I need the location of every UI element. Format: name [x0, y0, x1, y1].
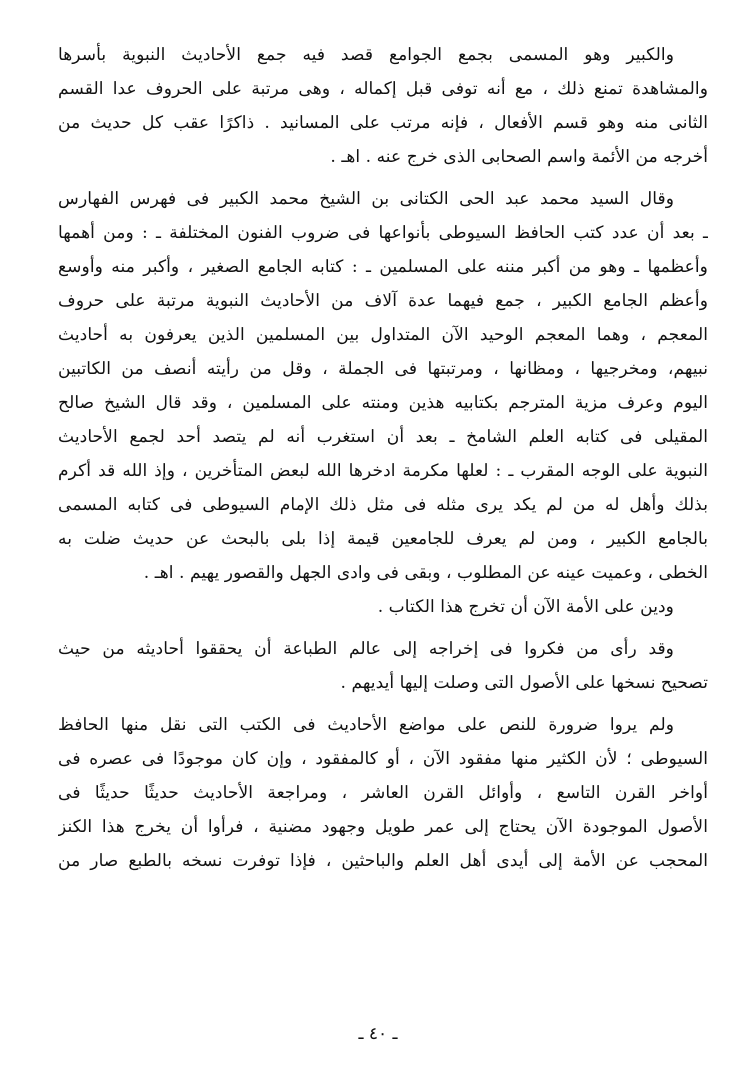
- text-line: بالجامع الكبير ، ومن لم يعرف للجامعين قيمة إذا بلى بالبحث عن حديث ضلت به: [58, 529, 708, 549]
- text-line: والمشاهدة تمنع ذلك ، مع أنه توفى قبل إكماله ، وهى مرتبة على الحروف عدا القسم: [58, 79, 708, 99]
- paragraph-5: [58, 708, 708, 878]
- text-line: السيوطى ؛ لأن الكثير منها مفقود الآن ، أو كالمفقود ، وإن كان موجودًا فى عصره فى: [58, 749, 708, 769]
- text-line: وقد رأى من فكروا فى إخراجه إلى عالم الطباعة أن يحققوا أحاديثه من حيث: [58, 639, 674, 659]
- text-line: الثانى منه وهو قسم الأفعال ، فإنه مرتب على المسانيد . ذاكرًا عقب كل حديث من: [58, 113, 708, 133]
- text-line: ولم يروا ضرورة للنص على مواضع الأحاديث فى الكتب التى نقل منها الحافظ: [58, 715, 674, 735]
- text-line: وقال السيد محمد عبد الحى الكتانى بن الشيخ محمد الكبير فى فهرس الفهارس: [58, 189, 674, 209]
- text-line: ودين على الأمة الآن أن تخرج هذا الكتاب .: [377, 597, 674, 617]
- paragraph-gap: [58, 700, 708, 708]
- text-line: وأعظمها ـ وهو من أكبر مننه على المسلمين ـ : كتابه الجامع الصغير ، وأكبر منه وأوسع: [58, 257, 708, 277]
- paragraph-1: [58, 38, 708, 174]
- text-line: تصحيح نسخها على الأصول التى وصلت إليها أيديهم .: [340, 673, 708, 693]
- text-line: الأصول الموجودة الآن يحتاج إلى عمر طويل وجهود مضنية ، فرأوا أن يخرج هذا الكنز: [58, 817, 708, 837]
- text-line: ـ بعد أن عدد كتب الحافظ السيوطى بأنواعها فى ضروب الفنون المختلفة ـ : ومن أهمها: [58, 223, 708, 243]
- page-number: ـ ٤٠ ـ: [358, 1024, 398, 1044]
- text-line: وأعظم الجامع الكبير ، جمع فيهما عدة آلاف من الأحاديث النبوية مرتبة على حروف: [58, 291, 708, 311]
- text-line: أواخر القرن التاسع ، وأوائل القرن العاشر ، ومراجعة الأحاديث حديثًا حديثًا فى: [58, 783, 708, 803]
- text-line: الخطى ، وعميت عينه عن المطلوب ، وبقى فى وادى الجهل والقصور يهيم . اهـ .: [143, 563, 708, 583]
- paragraph-4: [58, 632, 708, 700]
- text-line: المعجم ، وهما المعجم الوحيد الآن المتداول بين المسلمين الذين يعرفون به أحاديث: [58, 325, 708, 345]
- text-line: اليوم وعرف مزية المترجم بكتابيه هذين ومنته على المسلمين ، وقد قال الشيخ صالح: [58, 393, 708, 413]
- text-line: والكبير وهو المسمى بجمع الجوامع قصد فيه جمع الأحاديث النبوية بأسرها: [58, 45, 674, 65]
- text-line: أخرجه من الأئمة واسم الصحابى الذى خرج عنه . اهـ .: [330, 147, 708, 167]
- text-line: المقيلى فى كتابه العلم الشامخ ـ بعد أن استغرب أنه لم يتصد أحد لجمع الأحاديث: [58, 427, 708, 447]
- text-line: المحجب عن الأمة إلى أيدى أهل العلم والباحثين ، فإذا توفرت نسخه بالطبع صار من: [58, 851, 708, 871]
- text-line: بذلك وأهل له من لم يكد يرى مثله فى مثل ذلك الإمام السيوطى فى كتابه المسمى: [58, 495, 708, 515]
- paragraph-gap: [58, 624, 708, 632]
- text-line: النبوية على الوجه المقرب ـ : لعلها مكرمة ادخرها الله لبعض المتأخرين ، وإذ الله قد أكرم: [58, 461, 708, 481]
- text-line: نبيهم، ومخرجيها ، ومظانها ، ومرتبتها فى الجملة ، وقل من رأيته أنصف من الكاتبين: [58, 359, 708, 379]
- paragraph-gap: [58, 174, 708, 182]
- paragraph-2: [58, 182, 708, 590]
- body-text: [58, 38, 708, 878]
- paragraph-3: [58, 590, 708, 624]
